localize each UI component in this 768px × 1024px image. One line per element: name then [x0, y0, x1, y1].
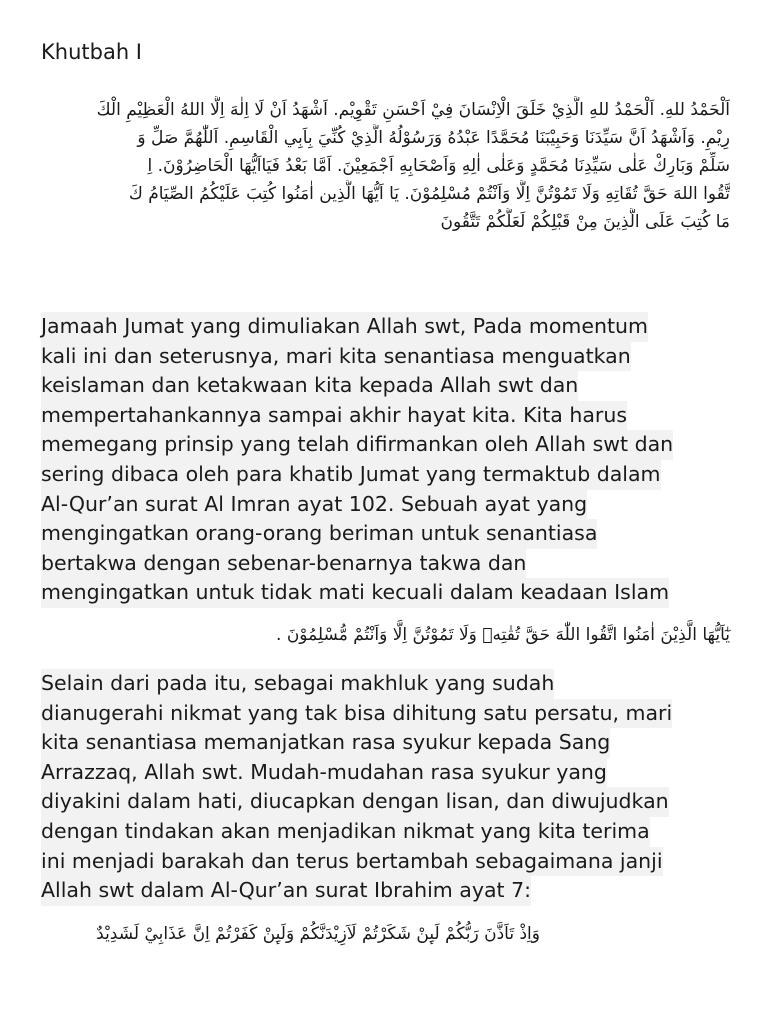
- paragraph-line: keislaman dan ketakwaan kita kepada Allah swt dan: [41, 371, 578, 401]
- paragraph-line: kita senantiasa memanjatkan rasa syukur kepada Sang: [41, 728, 610, 758]
- page-title: Khutbah I: [41, 40, 143, 64]
- paragraph-line: Arrazzaq, Allah swt. Mudah-mudahan rasa syukur yang: [41, 758, 607, 788]
- quran-verse-ibrahim-7: وَاِذْ تَاَذَّنَ رَبُّكُمْ لَىِٕنْ شَكَرْتُمْ لَاَزِيْدَنَّكُمْ وَلَىِٕنْ كَفَرْتُمْ اِنَّ عَذَابِيْ لَشَدِيْدٌ: [96, 924, 540, 944]
- paragraph-2: [41, 669, 731, 906]
- paragraph-line: Allah swt dalam Al-Qur’an surat Ibrahim ayat 7:: [41, 876, 531, 906]
- paragraph-line: mempertahankannya sampai akhir hayat kita. Kita harus: [41, 401, 627, 431]
- paragraph-line: memegang prinsip yang telah difirmankan oleh Allah swt dan: [41, 430, 673, 460]
- paragraph-line: kali ini dan seterusnya, mari kita senantiasa menguatkan: [41, 342, 631, 372]
- paragraph-line: mengingatkan untuk tidak mati kecuali dalam keadaan Islam: [41, 578, 669, 608]
- paragraph-line: dianugerahi nikmat yang tak bisa dihitung satu persatu, mari: [41, 699, 672, 729]
- quran-verse-al-imran-102: يٰٓاَيُّهَا الَّذِيْنَ اٰمَنُوا اتَّقُوا اللّٰهَ حَقَّ تُقٰتِهٖ وَلَا تَمُوْتُنَّ اِلَّا وَاَنْتُمْ مُّسْلِمُوْنَ .: [276, 625, 730, 645]
- opening-arabic-block: [38, 96, 730, 236]
- paragraph-line: diyakini dalam hati, diucapkan dengan lisan, dan diwujudkan: [41, 787, 669, 817]
- paragraph-line: bertakwa dengan sebenar-benarnya takwa dan: [41, 549, 526, 579]
- paragraph-1: [41, 312, 731, 608]
- paragraph-line: Selain dari pada itu, sebagai makhluk yang sudah: [41, 669, 554, 699]
- paragraph-line: dengan tindakan akan menjadikan nikmat yang kita terima: [41, 817, 650, 847]
- opening-arabic-line: تَّقُوا اللهَ حَقَّ تُقَاتِهِ وَلَا تَمُوْتُنَّ اِلَّا وَاَنْتُمْ مُسْلِمُوْنَ. يَا اَيُّهَا الَّذِين اٰمَنُوا كُتِبَ عَلَيْكُمُ الصِّيَامُ كَ: [128, 184, 730, 204]
- paragraph-line: Al-Qur’an surat Al Imran ayat 102. Sebuah ayat yang: [41, 490, 587, 520]
- paragraph-line: ini menjadi barakah dan terus bertambah sebagaimana janji: [41, 847, 663, 877]
- opening-arabic-line: اَلْحَمْدُ للهِ. اَلْحَمْدُ للهِ الَّذِيْ خَلَقَ الْاِنْسَانَ فِيْ اَحْسَنِ تَقْوِيْم. اَشْهَدُ اَنْ لَا اِلٰهَ اِلَّا اللهُ الْعَظِيْمِ الْكَ: [96, 100, 730, 120]
- opening-arabic-line: رِيْمِ. وَاَشْهَدُ اَنَّ سَيِّدَنَا وَحَبِيْبَنَا مُحَمَّدًا عَبْدُهُ وَرَسُوْلُهُ الَّذِيْ كُنِّيَ بِاَبِي الْقَاسِمِ. اَللّٰهُمَّ صَلِّ وَ: [137, 128, 730, 148]
- paragraph-line: mengingatkan orang-orang beriman untuk senantiasa: [41, 519, 597, 549]
- paragraph-line: sering dibaca oleh para khatib Jumat yang termaktub dalam: [41, 460, 661, 490]
- opening-arabic-line: سَلِّمْ وَبَارِكْ عَلٰى سَيِّدِنَا مُحَمَّدٍ وَعَلٰى اٰلِهِ وَاَصْحَابِهِ اَجْمَعِيْنَ. اَمَّا بَعْدُ فَيَااَيُّهَا الْحَاضِرُوْنَ. اِ: [147, 156, 730, 176]
- paragraph-line: Jamaah Jumat yang dimuliakan Allah swt, Pada momentum: [41, 312, 648, 342]
- opening-arabic-line: مَا كُتِبَ عَلَى الَّذِينَ مِنْ قَبْلِكُمْ لَعَلَّكُمْ تَتَّقُونَ: [440, 212, 730, 232]
